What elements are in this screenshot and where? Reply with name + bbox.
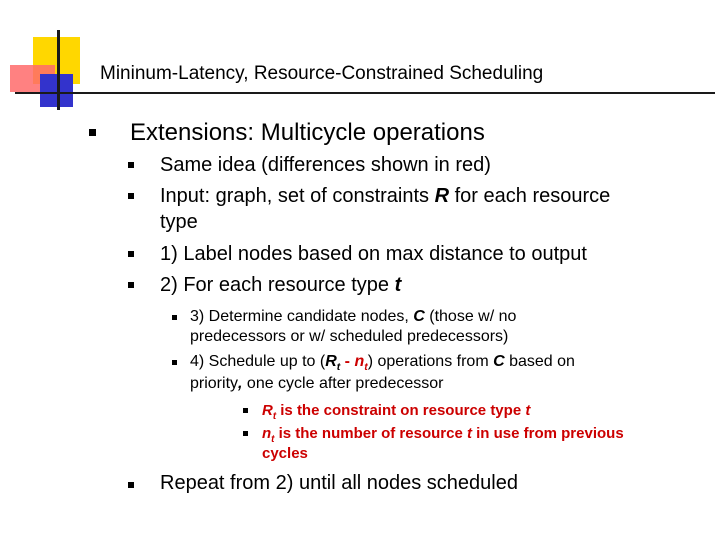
bullet-square-icon: [128, 251, 134, 257]
decor-vertical-line: [57, 30, 60, 110]
bullet-square-icon: [172, 360, 177, 365]
item-nt-definition: $n_t$ is the number of resource t in use from previous: [262, 425, 624, 445]
item-repeat: Repeat from 2) until all nodes scheduled: [160, 472, 518, 494]
item-same-idea: Same idea (differences shown in red): [160, 154, 491, 176]
item-determine-candidates: 3) Determine candidate nodes, C (those w/ no: [190, 308, 517, 325]
item-nt-definition-cont: cycles: [262, 445, 308, 462]
bullet-square-icon: [128, 193, 134, 199]
bullet-square-icon: [128, 482, 134, 488]
heading-extensions: Extensions: Multicycle operations: [130, 119, 485, 146]
bullet-square-icon: [243, 431, 248, 436]
decor-horizontal-line: [15, 92, 715, 94]
item-input-cont: type: [160, 211, 198, 233]
item-determine-candidates-cont: predecessors or w/ scheduled predecessors): [190, 328, 509, 345]
item-schedule: 4) Schedule up to $(R_t - n_t)$ operations from C based on: [190, 353, 575, 374]
bullet-square-icon: [128, 162, 134, 168]
item-input: Input: graph, set of constraints R for each resource: [160, 185, 611, 207]
bullet-square-icon: [89, 129, 96, 136]
item-schedule-cont: priority, one cycle after predecessor: [190, 375, 444, 392]
item-rt-definition: $R_t$ is the constraint on resource type t: [262, 402, 531, 422]
item-label-nodes: 1) Label nodes based on max distance to output: [160, 243, 587, 265]
item-for-each: 2) For each resource type t: [160, 274, 402, 296]
bullet-square-icon: [172, 315, 177, 320]
bullet-square-icon: [128, 282, 134, 288]
slide-title: Mininum-Latency, Resource-Constrained Scheduling: [100, 63, 544, 84]
bullet-square-icon: [243, 408, 248, 413]
